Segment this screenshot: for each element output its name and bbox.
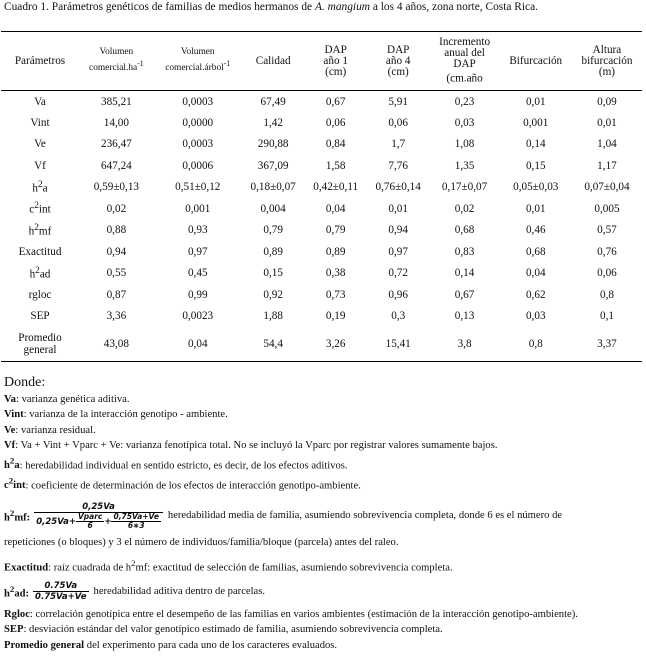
col-altura-bifurcacion: Altura bifurcación (m) bbox=[572, 32, 642, 91]
table-cell: 0,02 bbox=[106, 202, 127, 215]
table-cell: 0,94 bbox=[388, 224, 408, 237]
row-parameter: $h^2ad$ bbox=[29, 265, 51, 281]
table-cell: 0,59±0,13 bbox=[93, 181, 140, 194]
table-header bbox=[1, 32, 642, 91]
note-sep: SEP: desviación estándar del valor genotípico estimado de familia, asumiendo sobrevivencia completa. bbox=[4, 624, 443, 636]
row-parameter: SEP bbox=[30, 310, 50, 323]
table-cell: 0,38 bbox=[325, 267, 346, 280]
table-cell: 54,4 bbox=[242, 327, 305, 361]
row-parameter: Vint bbox=[30, 116, 50, 129]
table-cell: 0,97 bbox=[388, 245, 408, 258]
table-cell: 0,67 bbox=[454, 288, 475, 301]
table-cell: 0,8 bbox=[500, 327, 572, 361]
table-cell: 0,0000 bbox=[182, 116, 214, 129]
table-cell: 0,68 bbox=[454, 224, 475, 237]
row-parameter: Ve bbox=[34, 138, 46, 151]
table-cell: 0,004 bbox=[260, 202, 286, 215]
row-parameter: $h^2mf$ bbox=[28, 222, 52, 238]
table-cell: 0,89 bbox=[263, 245, 283, 258]
table-cell: 1,58 bbox=[325, 159, 346, 172]
row-parameter: Promedio general bbox=[1, 327, 79, 361]
table-cell: 0,15 bbox=[263, 267, 283, 280]
table-cell: 0,87 bbox=[106, 288, 127, 301]
table-cell: 67,49 bbox=[260, 95, 286, 108]
note-h2mf-cont: repeticiones (o bloques) y 3 el número de individuos/familia/bloque (parcela) antes del raleo. bbox=[4, 536, 399, 548]
table-cell: 0,02 bbox=[454, 202, 475, 215]
note-h2a: $h^2a$: heredabilidad individual en sentido estricto, es decir, de los efectos aditivos. bbox=[4, 455, 348, 472]
table-cell: 0,03 bbox=[454, 116, 475, 129]
table-cell: 0,01 bbox=[388, 202, 408, 215]
table-cell: 0,83 bbox=[454, 245, 475, 258]
row-parameter: Vf bbox=[34, 159, 46, 172]
table-cell: 0,72 bbox=[388, 267, 408, 280]
row-parameter: Va bbox=[34, 95, 46, 108]
col-bifurcacion: Bifurcación bbox=[500, 32, 572, 91]
col-dap-ano-4: DAP año 4 (cm) bbox=[367, 32, 430, 91]
table-cell: 0,73 bbox=[325, 288, 346, 301]
table-cell: 0,0006 bbox=[182, 159, 214, 172]
table-cell: 0,04 bbox=[325, 202, 346, 215]
table-cell: 0,05±0,03 bbox=[513, 181, 559, 194]
table-cell: 0,15 bbox=[525, 159, 546, 172]
table-cell: 0,13 bbox=[454, 310, 475, 323]
table-cell: 3,8 bbox=[430, 327, 500, 361]
table-cell: 0,46 bbox=[525, 224, 546, 237]
table-cell: 0,04 bbox=[154, 327, 242, 361]
table-cell: 0,57 bbox=[597, 224, 617, 237]
note-va: Va: varianza genética aditiva. bbox=[4, 394, 130, 405]
table-cell: 0,45 bbox=[187, 267, 208, 280]
table-cell: 7,76 bbox=[388, 159, 408, 172]
note-vint: Vint: varianza de la interacción genotipo - ambiente. bbox=[4, 409, 228, 421]
table-cell: 0,06 bbox=[597, 267, 617, 280]
note-vf: Vf: Va + Vint + Vparc + Ve: varianza fenotípica total. No se incluyó la Vparc por registrar valores sumamente bajos. bbox=[4, 440, 498, 452]
caption-prefix: Cuadro 1. Parámetros genéticos de familias de medios hermanos de bbox=[4, 1, 315, 13]
table-cell: 0,0023 bbox=[182, 310, 214, 323]
table-cell: 0,84 bbox=[325, 138, 346, 151]
table-cell: 0,79 bbox=[325, 224, 346, 237]
col-volumen-comercial-ha: Volumen $comercial.ha^{-1}$ bbox=[79, 32, 154, 91]
table-cell: 0,67 bbox=[325, 95, 346, 108]
header-row bbox=[1, 32, 642, 91]
table-cell: 0,23 bbox=[454, 95, 475, 108]
table-cell: 3,26 bbox=[305, 327, 367, 361]
table-cell: 0,99 bbox=[187, 288, 208, 301]
table-cell: 0,14 bbox=[525, 138, 546, 151]
notes-heading: Donde: bbox=[4, 375, 46, 390]
table-cell: 0,42±0,11 bbox=[313, 181, 359, 194]
table-row bbox=[1, 327, 642, 361]
caption-species: A. mangium bbox=[314, 1, 371, 13]
table-cell: 0,04 bbox=[525, 267, 546, 280]
table-cell: 0,07±0,04 bbox=[584, 181, 630, 194]
table-cell: 0,005 bbox=[594, 202, 620, 215]
table-cell: 0,3 bbox=[391, 310, 406, 323]
table-cell: 0,88 bbox=[106, 224, 127, 237]
table-cell: 367,09 bbox=[257, 159, 289, 172]
table-cell: 385,21 bbox=[100, 95, 132, 108]
col-parametros: Parámetros bbox=[1, 32, 79, 91]
table-cell: 0,01 bbox=[597, 116, 617, 129]
table-cell: 0,92 bbox=[263, 288, 283, 301]
row-parameter: $c^2int$ bbox=[29, 201, 51, 217]
table-cell: 0,96 bbox=[388, 288, 408, 301]
table-cell: 0,97 bbox=[187, 245, 208, 258]
table-cell: 0,18±0,07 bbox=[250, 181, 296, 194]
table-row bbox=[1, 155, 642, 177]
table-cell: 0,001 bbox=[523, 116, 549, 129]
table-cell: 5,91 bbox=[388, 95, 408, 108]
table-cell: 0,19 bbox=[325, 310, 346, 323]
col-dap-ano-1: DAP año 1 (cm) bbox=[305, 32, 367, 91]
table-cell: 0,55 bbox=[106, 267, 127, 280]
table-cell: 0,03 bbox=[525, 310, 546, 323]
table-cell: 0,06 bbox=[388, 116, 408, 129]
note-ve: Ve: varianza residual. bbox=[4, 424, 96, 436]
table-cell: 3,36 bbox=[106, 310, 127, 323]
table-cell: 0,76 bbox=[597, 245, 617, 258]
note-h2ad: $h^2ad$: $\frac{0.75Va}{0.75Va+Ve}$ heredabilidad aditiva dentro de parcelas. bbox=[4, 581, 266, 603]
h2ad-formula: $\frac{0.75Va}{0.75Va+Ve}$ bbox=[35, 581, 87, 603]
table-cell: 0,94 bbox=[106, 245, 127, 258]
table-cell: 43,08 bbox=[79, 327, 154, 361]
table-cell: 1,88 bbox=[263, 310, 283, 323]
table-cell: 1,42 bbox=[263, 116, 283, 129]
note-c2int: $c^2int$: coeficiente de determinación de los efectos de interacción genotipo-ambiente. bbox=[4, 475, 361, 492]
table-cell: 1,35 bbox=[454, 159, 475, 172]
table-cell: 0,01 bbox=[525, 95, 546, 108]
table-row bbox=[1, 284, 642, 306]
table-row bbox=[1, 177, 642, 199]
caption-suffix: a los 4 años, zona norte, Costa Rica. bbox=[370, 1, 538, 13]
table-row bbox=[1, 91, 642, 113]
table-cell: 0,0003 bbox=[182, 95, 214, 108]
table-cell: 0,76±0,14 bbox=[375, 181, 421, 194]
table-cell: 290,88 bbox=[257, 138, 289, 151]
table-cell: 0,09 bbox=[597, 95, 617, 108]
table-cell: 0,001 bbox=[185, 202, 211, 215]
note-exactitud: Exactitud: raíz cuadrada de $h^2mf$: exactitud de selección de familias, asumiendo sobrevivencia completa. bbox=[4, 557, 453, 574]
notes-section bbox=[4, 375, 642, 653]
table-cell: 647,24 bbox=[100, 159, 132, 172]
table-row bbox=[1, 112, 642, 134]
row-parameter: Exactitud bbox=[18, 245, 62, 258]
table-row bbox=[1, 198, 642, 220]
table-cell: 0,06 bbox=[325, 116, 346, 129]
table-cell: 0,62 bbox=[525, 288, 546, 301]
table-cell: 14,00 bbox=[103, 116, 129, 129]
table-cell: 0,0003 bbox=[182, 138, 214, 151]
table-cell: 1,04 bbox=[597, 138, 617, 151]
h2mf-formula: 0,25Va 0,25Va+ $\frac{\text{Vparc}}{6}$ + $\frac{0,75Va+Ve}{6∗3}$ bbox=[34, 502, 163, 530]
note-promedio: Promedio general del experimento para cada uno de los caracteres evaluados. bbox=[4, 639, 338, 651]
table-cell: 0,17±0,07 bbox=[441, 181, 488, 194]
table-cell: 0,93 bbox=[187, 224, 208, 237]
table-row bbox=[1, 306, 642, 328]
table-cell: 15,41 bbox=[367, 327, 430, 361]
table-cell: 0,51±0,12 bbox=[175, 181, 221, 194]
col-incremento-anual: Incremento anual del DAP (cm.año bbox=[430, 32, 500, 91]
col-calidad: Calidad bbox=[242, 32, 305, 91]
table-cell: 1,7 bbox=[391, 138, 406, 151]
table-cell: 0,68 bbox=[525, 245, 546, 258]
table-cell: 1,17 bbox=[597, 159, 617, 172]
table-cell: 0,14 bbox=[454, 267, 475, 280]
table-cell: 0,79 bbox=[263, 224, 283, 237]
table-cell: 0,1 bbox=[599, 310, 614, 323]
table-row bbox=[1, 241, 642, 263]
table-cell: 0,01 bbox=[525, 202, 546, 215]
note-rgloc: Rgloc: correlación genotípica entre el desempeño de las familias en varios ambientes (estimación de la interacción genotipo-ambiente). bbox=[4, 608, 578, 620]
table-row bbox=[1, 263, 642, 285]
table-cell: 1,08 bbox=[454, 138, 475, 151]
table-cell: 236,47 bbox=[100, 138, 132, 151]
table-cell: 3,37 bbox=[572, 327, 642, 361]
note-h2mf: $h^2mf$: 0,25Va 0,25Va+ $\frac{\text{Vparc}}{6}$ + $\frac{0,75Va+Ve}{6∗3}$ heredabilidad media de familia, asumiendo sobrevivencia completa, donde 6 es el número de bbox=[4, 501, 563, 530]
table-body bbox=[1, 91, 642, 362]
table-cell: 0,8 bbox=[599, 288, 614, 301]
table-row bbox=[1, 220, 642, 242]
table-caption bbox=[4, 1, 538, 13]
table-cell: 0,89 bbox=[325, 245, 346, 258]
row-parameter: $h^2a$ bbox=[32, 179, 48, 195]
table-row bbox=[1, 134, 642, 156]
parameters-table bbox=[1, 31, 642, 362]
col-volumen-comercial-arbol: Volumen comercial.árbol$^{-1}$ bbox=[154, 32, 242, 91]
row-parameter: rgloc bbox=[28, 288, 52, 301]
